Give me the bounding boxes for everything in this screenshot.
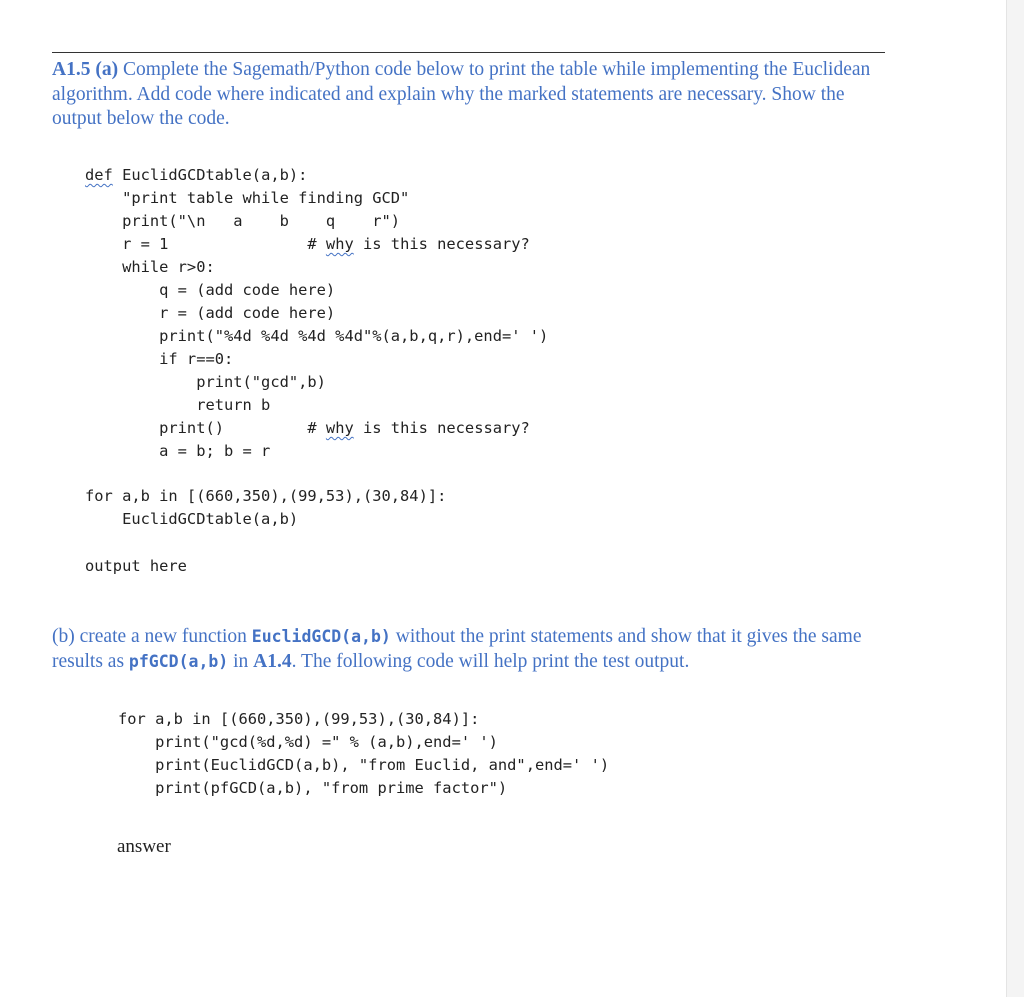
test-code-block <box>118 708 609 800</box>
function-code-block <box>85 164 548 463</box>
part-b-text-2: without the print statements and show that it gives the same results as <box>52 626 862 672</box>
code-text: r = (add code here) <box>85 304 336 322</box>
code-text: print() # <box>85 419 326 437</box>
code-text: print("gcd",b) <box>85 373 326 391</box>
code-line: print("gcd(%d,%d) =" % (a,b),end=' ') <box>118 733 498 751</box>
horizontal-rule <box>52 52 885 53</box>
code-text: if r==0: <box>85 350 234 368</box>
part-a-text: Complete the Sagemath/Python code below to print the table while implementing the Euclidean algorithm. Add code where indicated and explain why the marked statements are necessary. Show the output below the code. <box>52 59 871 129</box>
a14-reference: A1.4 <box>253 651 292 672</box>
code-line <box>85 187 548 210</box>
code-line <box>85 348 548 371</box>
code-line <box>85 394 548 417</box>
code-text: q = (add code here) <box>85 281 336 299</box>
scrollbar-track[interactable] <box>1006 0 1024 997</box>
part-a-prompt <box>52 58 892 132</box>
code-line: print(EuclidGCD(a,b), "from Euclid, and",end=' ') <box>118 756 610 774</box>
code-line: EuclidGCDtable(a,b) <box>85 510 299 528</box>
code-line <box>85 302 548 325</box>
code-line <box>85 256 548 279</box>
code-line: print(pfGCD(a,b), "from prime factor") <box>118 779 508 797</box>
code-line <box>85 371 548 394</box>
code-text: "print table while finding GCD" <box>85 189 410 207</box>
output-placeholder: output here <box>85 557 187 575</box>
code-line: for a,b in [(660,350),(99,53),(30,84)]: <box>118 710 480 728</box>
code-line <box>85 164 548 187</box>
code-text: print("%4d %4d %4d %4d"%(a,b,q,r),end=' ') <box>85 327 549 345</box>
code-line <box>85 210 548 233</box>
code-text: a = b; b = r <box>85 442 271 460</box>
code-line <box>85 233 548 256</box>
answer-placeholder: answer <box>117 836 171 857</box>
code-text: return b <box>85 396 271 414</box>
code-line <box>85 417 548 440</box>
code-text: is this necessary? <box>353 419 530 437</box>
code-text: EuclidGCDtable(a,b): <box>112 166 308 184</box>
spellcheck-marked-word: why <box>325 235 354 253</box>
part-a-label: A1.5 (a) <box>52 59 119 80</box>
part-b-text-1: (b) create a new function <box>52 626 252 647</box>
code-text: print("\n a b q r") <box>85 212 401 230</box>
part-b-prompt <box>52 624 892 674</box>
code-line <box>85 440 548 463</box>
part-b-text-4: . The following code will help print the test output. <box>291 651 690 672</box>
euclidgcd-function-name: EuclidGCD(a,b) <box>251 627 391 646</box>
code-line <box>85 325 548 348</box>
code-text: r = 1 # <box>85 235 326 253</box>
pfgcd-function-name: pfGCD(a,b) <box>128 652 229 671</box>
spellcheck-marked-word: why <box>325 419 354 437</box>
code-line: for a,b in [(660,350),(99,53),(30,84)]: <box>85 487 447 505</box>
loop-code-block <box>85 485 446 531</box>
code-text: while r>0: <box>85 258 215 276</box>
part-b-text-3: in <box>228 651 254 672</box>
code-line <box>85 279 548 302</box>
code-text: is this necessary? <box>353 235 530 253</box>
spellcheck-marked-word: def <box>85 166 113 184</box>
